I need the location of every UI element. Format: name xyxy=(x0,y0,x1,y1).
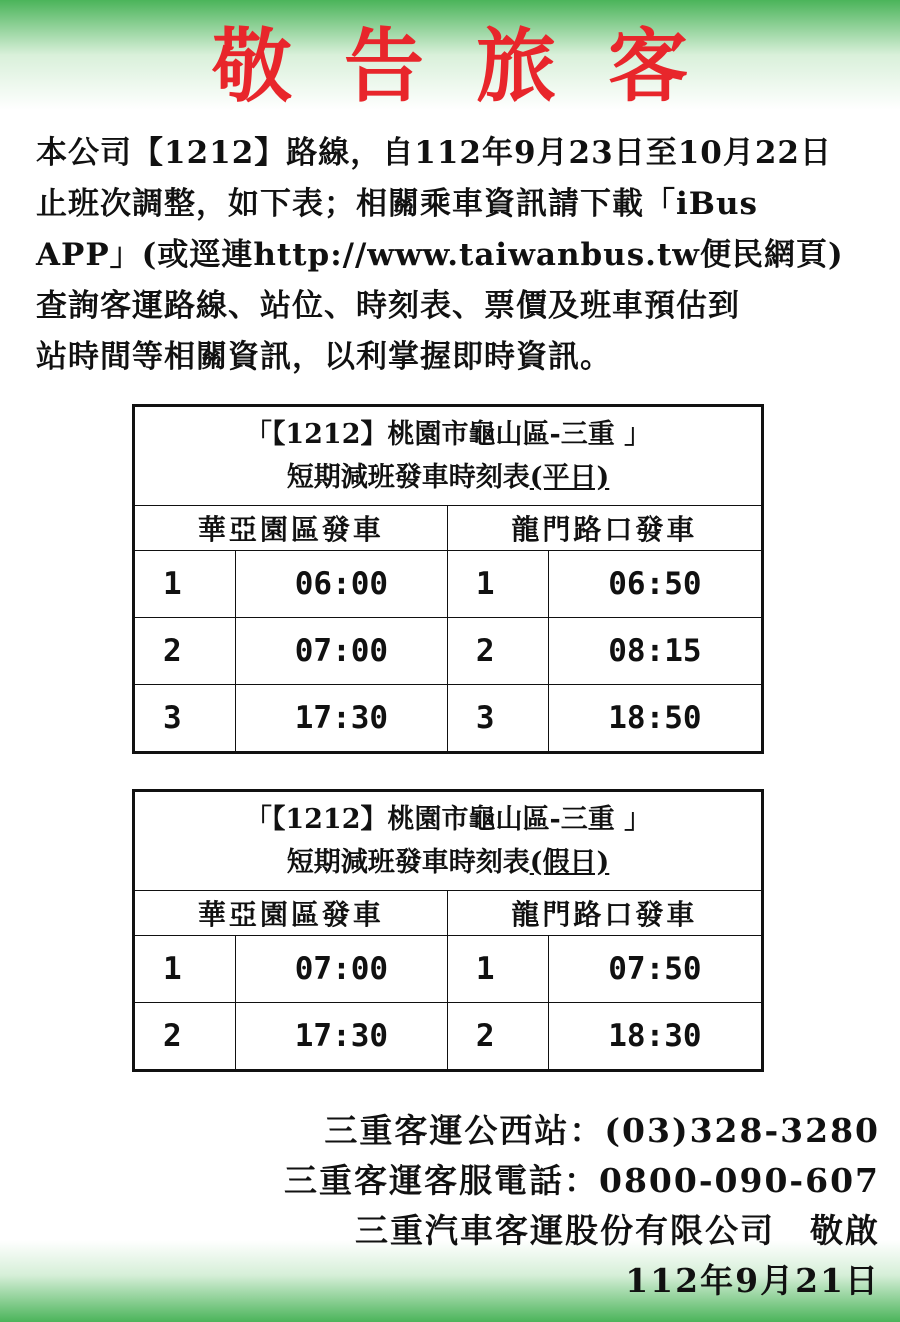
departure-time: 18:30 xyxy=(548,1003,762,1071)
table-subtitle: 短期減班發車時刻表(平日) xyxy=(286,462,610,493)
trip-number: 1 xyxy=(134,551,236,618)
intro-line: 查詢客運路線、站位、時刻表、票價及班車預估到 xyxy=(36,288,740,324)
intro-line: 止班次調整，如下表；相關乘車資訊請下載「iBus xyxy=(36,186,758,222)
route-line: 「【1212】桃園市龜山區-三重 」 xyxy=(244,804,652,835)
trip-number: 3 xyxy=(134,685,236,753)
trip-number: 1 xyxy=(447,551,548,618)
table-row xyxy=(134,1003,763,1071)
table-subtitle: 短期減班發車時刻表(假日) xyxy=(286,847,610,878)
trip-number: 3 xyxy=(447,685,548,753)
table-row xyxy=(134,936,763,1003)
trip-number: 1 xyxy=(447,936,548,1003)
weekday-schedule-table xyxy=(132,404,764,754)
departure-time: 07:00 xyxy=(236,618,448,685)
left-terminal-header: 華亞園區發車 xyxy=(134,891,448,936)
notice-title: 敬告旅客 xyxy=(212,19,740,113)
route-line: 「【1212】桃園市龜山區-三重 」 xyxy=(244,419,652,450)
departure-time: 07:50 xyxy=(548,936,762,1003)
day-type-label: (平日) xyxy=(529,462,610,493)
footer-contact xyxy=(284,1106,880,1306)
intro-line: APP」(或逕連http://www.taiwanbus.tw便民網頁) xyxy=(36,237,844,273)
intro-line: 站時間等相關資訊，以利掌握即時資訊。 xyxy=(36,339,612,375)
notice-date: 112年9月21日 xyxy=(625,1261,880,1300)
table-caption xyxy=(134,406,763,506)
right-terminal-header: 龍門路口發車 xyxy=(447,506,762,551)
departure-time: 07:00 xyxy=(236,936,448,1003)
departure-time: 18:50 xyxy=(548,685,762,753)
service-phone: 三重客運客服電話：0800-090-607 xyxy=(283,1161,880,1200)
departure-time: 17:30 xyxy=(236,685,448,753)
table-row xyxy=(134,685,763,753)
intro-paragraph xyxy=(36,128,876,383)
trip-number: 2 xyxy=(134,618,236,685)
departure-time: 06:00 xyxy=(236,551,448,618)
day-type-label: (假日) xyxy=(529,847,610,878)
left-terminal-header: 華亞園區發車 xyxy=(134,506,448,551)
departure-time: 06:50 xyxy=(548,551,762,618)
table-caption xyxy=(134,791,763,891)
trip-number: 1 xyxy=(134,936,236,1003)
table-row xyxy=(134,551,763,618)
right-terminal-header: 龍門路口發車 xyxy=(447,891,762,936)
departure-time: 17:30 xyxy=(236,1003,448,1071)
departure-time: 08:15 xyxy=(548,618,762,685)
holiday-schedule-table xyxy=(132,789,764,1072)
trip-number: 2 xyxy=(447,618,548,685)
intro-line: 本公司【1212】路線，自112年9月23日至10月22日 xyxy=(36,135,832,171)
trip-number: 2 xyxy=(447,1003,548,1071)
company-signature: 三重汽車客運股份有限公司 敬啟 xyxy=(355,1211,880,1250)
table-row xyxy=(134,618,763,685)
station-phone: 三重客運公西站：(03)328-3280 xyxy=(324,1111,880,1150)
trip-number: 2 xyxy=(134,1003,236,1071)
